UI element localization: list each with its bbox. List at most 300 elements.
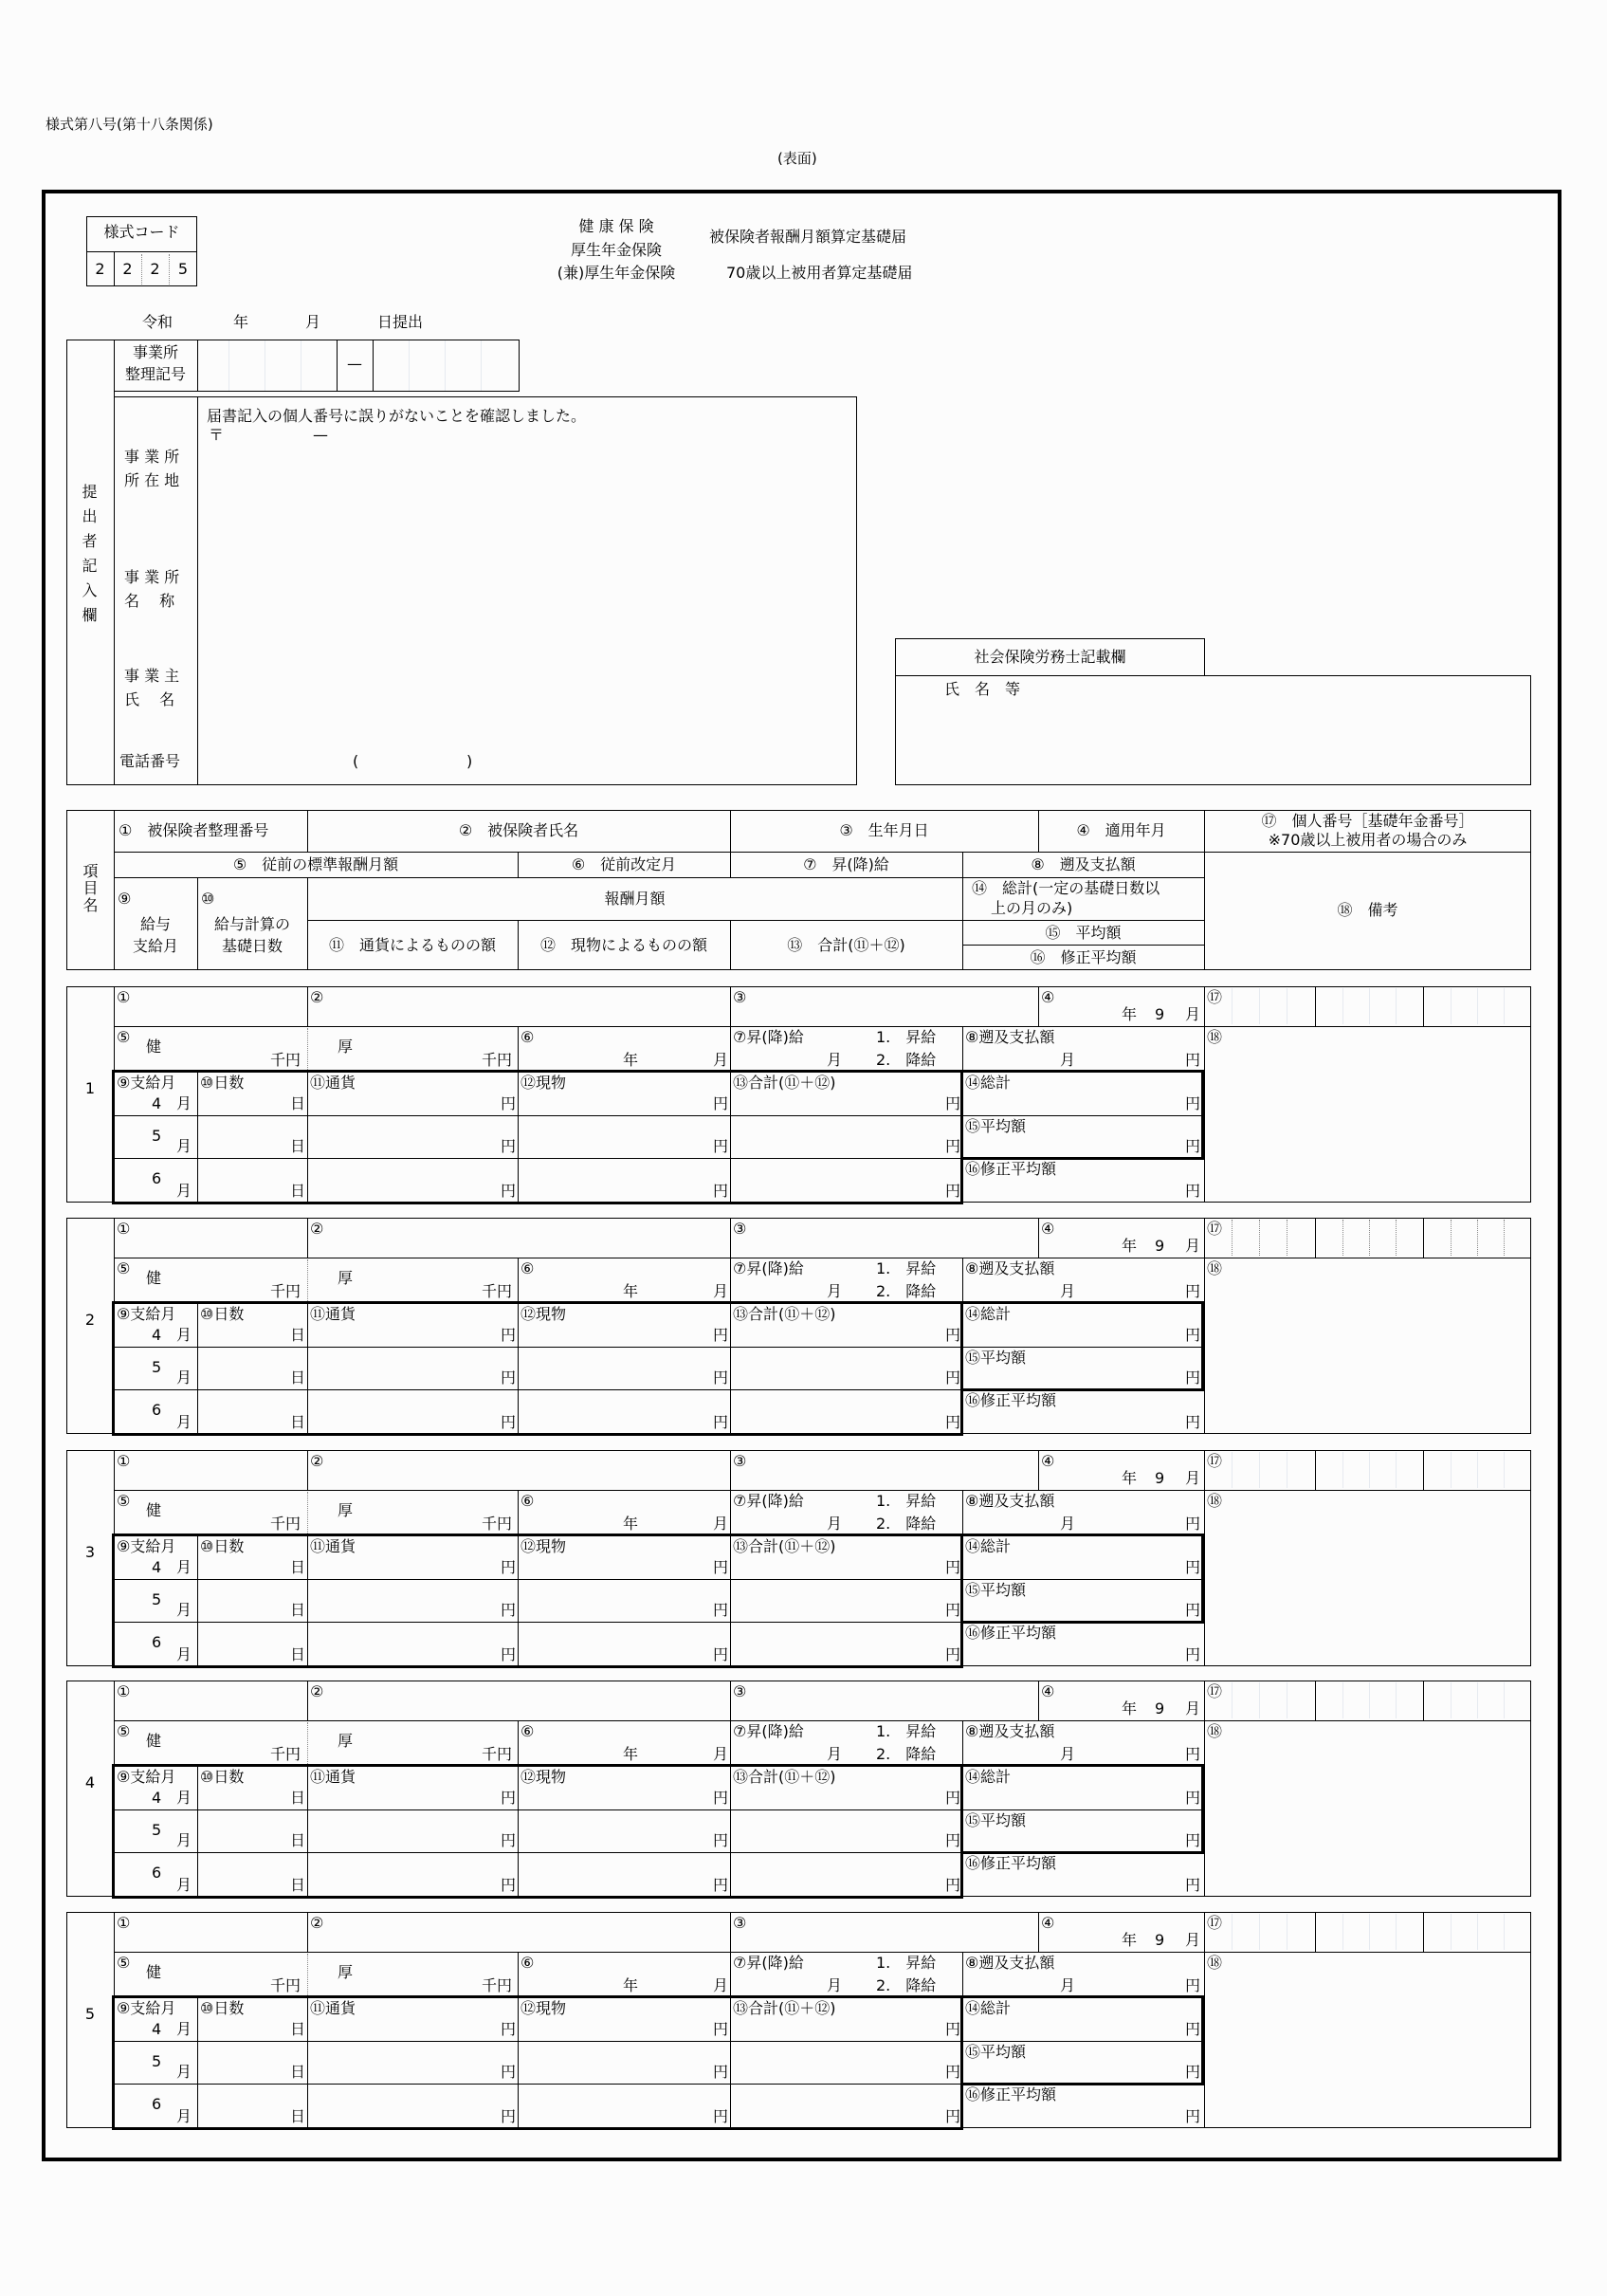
in-kind-amount-input[interactable] [523, 1556, 710, 1577]
raise-option-1: 1. 昇給 [876, 1722, 937, 1740]
in-kind-amount-input[interactable] [523, 1787, 710, 1808]
insured-number-input[interactable] [115, 1219, 306, 1257]
header-insured-number: ① 被保険者整理番号 [119, 821, 269, 839]
pay-month-value: 6 [152, 1633, 162, 1651]
personal-number-marker: ⑰ [1207, 1220, 1223, 1238]
pay-month-marker: ⑨支給月 [117, 1305, 176, 1323]
raise-option-1: 1. 昇給 [876, 1028, 937, 1046]
apply-year-input[interactable] [1052, 1003, 1119, 1024]
apply-month-label: 月 [1185, 1237, 1201, 1255]
sharoushi-name-label: 氏 名 等 [944, 680, 1021, 698]
date-day-field[interactable] [327, 309, 374, 334]
health-standard-pay-input[interactable] [161, 1728, 265, 1764]
pay-month-value: 4 [152, 1558, 162, 1576]
in-kind-amount-input[interactable] [523, 1136, 710, 1157]
header-pay-month-2: 支給月 [132, 937, 178, 955]
month-label: 月 [176, 1645, 192, 1663]
insured-name-input[interactable] [308, 1681, 729, 1719]
remarks-input[interactable] [1205, 1721, 1530, 1896]
in-kind-amount-input[interactable] [523, 2062, 710, 2083]
total-amount-input[interactable] [736, 1556, 942, 1577]
pay-month-value: 4 [152, 1789, 162, 1807]
month-label: 月 [176, 1368, 192, 1387]
apply-month-value: 9 [1155, 1237, 1165, 1255]
health-insurance-label: 健 [146, 1038, 162, 1056]
base-days-input[interactable] [204, 1093, 287, 1113]
in-kind-amount-input[interactable] [523, 2104, 710, 2125]
average-marker: ⑮平均額 [965, 2043, 1027, 2061]
cash-amount-input[interactable] [313, 1136, 498, 1157]
cash-amount-input[interactable] [313, 2104, 498, 2125]
total-amount-input[interactable] [736, 2062, 942, 2083]
apply-month-marker: ④ [1041, 988, 1055, 1006]
revised-average-marker: ⑯修正平均額 [965, 1391, 1057, 1409]
retroactive-marker: ⑧遡及支払額 [965, 1954, 1055, 1972]
grand-total-input[interactable] [967, 1324, 1183, 1345]
header-base-days: 給与計算の [213, 915, 290, 933]
apply-year-input[interactable] [1052, 1929, 1119, 1950]
yen-unit: 円 [501, 1182, 517, 1200]
month-label: 月 [176, 2107, 192, 2125]
total-marker: ⑬合計(⑪＋⑫) [733, 1999, 836, 2017]
header-personal-number-note: ※70歳以上被用者の場合のみ [1268, 831, 1468, 849]
previous-revision-input[interactable] [550, 1265, 711, 1301]
personal-number-input[interactable] [1205, 1681, 1530, 1719]
insured-number-marker: ① [117, 988, 131, 1006]
cash-amount-input[interactable] [313, 1368, 498, 1388]
previous-revision-input[interactable] [550, 1728, 711, 1764]
apply-year-input[interactable] [1052, 1467, 1119, 1488]
insured-name-input[interactable] [308, 987, 729, 1025]
yen-unit: 円 [713, 1094, 729, 1112]
header-personal-number: ⑰ 個人番号［基礎年金番号］ [1261, 812, 1474, 830]
yen-unit: 円 [1185, 1831, 1201, 1849]
header-total: ⑬ 合計(⑪＋⑫) [787, 936, 905, 954]
year-label: 年 [623, 1515, 639, 1533]
yen-unit: 円 [1185, 1645, 1201, 1663]
pension-standard-pay-input[interactable] [356, 1959, 479, 1995]
raise-month-input[interactable] [749, 1741, 825, 1764]
pay-month-value: 4 [152, 1326, 162, 1344]
birthdate-marker: ③ [733, 1220, 747, 1238]
phone-paren-close: ) [466, 752, 473, 770]
cash-amount-input[interactable] [313, 1556, 498, 1577]
in-kind-marker: ⑫現物 [520, 1537, 567, 1555]
birthdate-input[interactable] [731, 987, 1037, 1025]
header-grand-total-2: 上の月のみ) [991, 899, 1073, 917]
date-month-field[interactable] [251, 309, 299, 334]
health-standard-pay-input[interactable] [161, 1034, 265, 1070]
date-year-field[interactable] [185, 309, 232, 334]
in-kind-marker: ⑫現物 [520, 1305, 567, 1323]
yen-unit: 円 [713, 1876, 729, 1894]
base-days-input[interactable] [204, 1556, 287, 1577]
postal-mark: 〒 [209, 426, 225, 444]
apply-year-input[interactable] [1052, 1235, 1119, 1256]
owner-name-input[interactable] [204, 654, 849, 730]
day-unit: 日 [290, 1137, 306, 1155]
total-amount-input[interactable] [736, 1873, 942, 1894]
thousand-yen-unit: 千円 [482, 1051, 513, 1069]
insurance-pension-combined: (兼)厚生年金保険 [557, 264, 676, 282]
personal-number-marker: ⑰ [1207, 1452, 1223, 1470]
average-input[interactable] [967, 1600, 1183, 1621]
birthdate-input[interactable] [731, 1451, 1037, 1489]
base-days-input[interactable] [204, 1643, 287, 1663]
date-month-label: 月 [305, 313, 321, 331]
apply-year-input[interactable] [1052, 1698, 1119, 1718]
cash-amount-input[interactable] [313, 2018, 498, 2039]
health-standard-pay-input[interactable] [161, 1497, 265, 1534]
cash-amount-input[interactable] [313, 1787, 498, 1808]
base-days-input[interactable] [204, 1410, 287, 1431]
grand-total-input[interactable] [967, 1556, 1183, 1577]
in-kind-amount-input[interactable] [523, 1873, 710, 1894]
average-input[interactable] [967, 2062, 1183, 2083]
raise-marker: ⑦昇(降)給 [733, 1954, 804, 1972]
pay-month-value: 6 [152, 1401, 162, 1419]
header-previous-standard: ⑤ 従前の標準報酬月額 [232, 855, 399, 873]
previous-revision-marker: ⑥ [520, 1722, 535, 1740]
average-input[interactable] [967, 1368, 1183, 1388]
base-days-input[interactable] [204, 1873, 287, 1894]
yen-unit: 円 [501, 1601, 517, 1619]
sharoushi-name-input[interactable] [901, 702, 1526, 781]
yen-unit: 円 [1185, 1326, 1201, 1344]
base-days-input[interactable] [204, 1179, 287, 1200]
month-label: 月 [713, 1745, 729, 1763]
postal-code-field-1[interactable] [224, 423, 309, 446]
personal-number-marker: ⑰ [1207, 1682, 1223, 1700]
raise-option-2: 2. 降給 [876, 1745, 937, 1763]
average-input[interactable] [967, 1136, 1183, 1157]
in-kind-amount-input[interactable] [523, 1643, 710, 1663]
pension-standard-pay-input[interactable] [356, 1497, 479, 1534]
yen-unit: 円 [501, 1368, 517, 1387]
in-kind-amount-input[interactable] [523, 1179, 710, 1200]
pay-month-value: 5 [152, 2052, 162, 2070]
insured-name-marker: ② [310, 988, 324, 1006]
health-insurance-label: 健 [146, 1269, 162, 1287]
grand-total-input[interactable] [967, 1787, 1183, 1808]
pension-insurance-label: 厚 [338, 1963, 354, 1981]
retroactive-amount-input[interactable] [1076, 1047, 1180, 1070]
header-birthdate: ③ 生年月日 [839, 821, 929, 839]
cash-amount-input[interactable] [313, 1873, 498, 1894]
code-digit: 5 [177, 260, 189, 278]
base-days-input[interactable] [204, 1368, 287, 1388]
retroactive-amount-input[interactable] [1076, 1973, 1180, 1995]
revised-average-input[interactable] [967, 1410, 1183, 1431]
pension-insurance-label: 厚 [338, 1269, 354, 1287]
month-label: 月 [827, 1051, 843, 1069]
cash-marker: ⑪通貨 [310, 1537, 356, 1555]
pension-standard-pay-input[interactable] [356, 1728, 479, 1764]
previous-revision-input[interactable] [550, 1959, 711, 1995]
base-days-input[interactable] [204, 1787, 287, 1808]
yen-unit: 円 [713, 1558, 729, 1576]
cash-amount-input[interactable] [313, 1410, 498, 1431]
yen-unit: 円 [945, 1182, 961, 1200]
personal-number-input[interactable] [1205, 987, 1530, 1025]
in-kind-marker: ⑫現物 [520, 1074, 567, 1092]
thousand-yen-unit: 千円 [482, 1976, 513, 1994]
yen-unit: 円 [1185, 1051, 1201, 1069]
day-unit: 日 [290, 1094, 306, 1112]
personal-number-input[interactable] [1205, 1913, 1530, 1951]
remarks-marker: ⑱ [1207, 1954, 1223, 1972]
raise-month-input[interactable] [749, 1511, 825, 1534]
remarks-input[interactable] [1205, 1491, 1530, 1665]
base-days-input[interactable] [204, 2062, 287, 2083]
health-standard-pay-input[interactable] [161, 1265, 265, 1301]
insurance-pension: 厚生年金保険 [570, 241, 662, 259]
in-kind-amount-input[interactable] [523, 2018, 710, 2039]
total-amount-input[interactable] [736, 1368, 942, 1388]
average-marker: ⑮平均額 [965, 1349, 1027, 1367]
office-name-input[interactable] [204, 555, 849, 631]
yen-unit: 円 [1185, 1413, 1201, 1431]
pension-standard-pay-input[interactable] [356, 1265, 479, 1301]
header-pay-amount: 報酬月額 [604, 890, 666, 908]
base-days-input[interactable] [204, 1830, 287, 1851]
pay-month-marker: ⑨支給月 [117, 1999, 176, 2017]
average-input[interactable] [967, 1830, 1183, 1851]
grand-total-marker: ⑭総計 [965, 1537, 1012, 1555]
apply-month-label: 月 [1185, 1931, 1201, 1949]
remarks-input[interactable] [1205, 1953, 1530, 2127]
yen-unit: 円 [501, 1831, 517, 1849]
pay-month-marker: ⑨支給月 [117, 1074, 176, 1092]
yen-unit: 円 [1185, 1515, 1201, 1533]
remarks-input[interactable] [1205, 1258, 1530, 1433]
cash-amount-input[interactable] [313, 1643, 498, 1663]
base-days-input[interactable] [204, 1324, 287, 1345]
revised-average-input[interactable] [967, 1643, 1183, 1663]
personal-number-input[interactable] [1205, 1451, 1530, 1489]
raise-month-input[interactable] [749, 1047, 825, 1070]
apply-month-label: 月 [1185, 1699, 1201, 1717]
date-era: 令和 [142, 313, 173, 331]
base-days-marker: ⑩日数 [200, 1999, 245, 2017]
raise-marker: ⑦昇(降)給 [733, 1722, 804, 1740]
yen-unit: 円 [1185, 1094, 1201, 1112]
yen-unit: 円 [945, 1094, 961, 1112]
previous-revision-input[interactable] [550, 1034, 711, 1070]
code-digit: 2 [95, 260, 105, 278]
insured-name-input[interactable] [308, 1913, 729, 1951]
remarks-marker: ⑱ [1207, 1028, 1223, 1046]
thousand-yen-unit: 千円 [270, 1282, 301, 1300]
yen-unit: 円 [501, 1094, 517, 1112]
raise-option-1: 1. 昇給 [876, 1954, 937, 1972]
header-pay-month-num: ⑨ [118, 890, 132, 908]
revised-average-input[interactable] [967, 2104, 1183, 2125]
yen-unit: 円 [1185, 1601, 1201, 1619]
insured-number-input[interactable] [115, 1913, 306, 1951]
previous-revision-input[interactable] [550, 1497, 711, 1534]
in-kind-amount-input[interactable] [523, 1093, 710, 1113]
remarks-input[interactable] [1205, 1027, 1530, 1202]
personal-number-marker: ⑰ [1207, 1914, 1223, 1932]
yen-unit: 円 [945, 1137, 961, 1155]
header-remarks: ⑱ 備考 [1337, 901, 1398, 919]
in-kind-amount-input[interactable] [523, 1600, 710, 1621]
insured-number-input[interactable] [115, 1451, 306, 1489]
phone-label: 電話番号 [119, 752, 181, 770]
month-label: 月 [713, 1282, 729, 1300]
yen-unit: 円 [945, 1645, 961, 1663]
total-amount-input[interactable] [736, 1643, 942, 1663]
yen-unit: 円 [1185, 1182, 1201, 1200]
cash-amount-input[interactable] [313, 1179, 498, 1200]
total-amount-input[interactable] [736, 1179, 942, 1200]
raise-option-2: 2. 降給 [876, 1051, 937, 1069]
total-amount-input[interactable] [736, 1600, 942, 1621]
total-amount-input[interactable] [736, 1136, 942, 1157]
yen-unit: 円 [501, 1789, 517, 1807]
cash-amount-input[interactable] [313, 2062, 498, 2083]
entry-number: 2 [84, 1311, 96, 1329]
total-amount-input[interactable] [736, 1410, 942, 1431]
month-label: 月 [176, 1182, 192, 1200]
yen-unit: 円 [945, 1558, 961, 1576]
pay-month-value: 5 [152, 1127, 162, 1145]
month-label: 月 [1060, 1515, 1076, 1533]
month-label: 月 [827, 1745, 843, 1763]
day-unit: 日 [290, 1182, 306, 1200]
insured-name-marker: ② [310, 1452, 324, 1470]
month-label: 月 [176, 1137, 192, 1155]
retroactive-marker: ⑧遡及支払額 [965, 1492, 1055, 1510]
yen-unit: 円 [713, 1601, 729, 1619]
raise-marker: ⑦昇(降)給 [733, 1028, 804, 1046]
retroactive-amount-input[interactable] [1076, 1511, 1180, 1534]
cash-amount-input[interactable] [313, 1600, 498, 1621]
cash-amount-input[interactable] [313, 1830, 498, 1851]
cash-marker: ⑪通貨 [310, 1999, 356, 2017]
in-kind-amount-input[interactable] [523, 1830, 710, 1851]
in-kind-amount-input[interactable] [523, 1410, 710, 1431]
insured-number-marker: ① [117, 1220, 131, 1238]
code-digit: 2 [122, 260, 133, 278]
owner-name-label-2: 氏 名 [124, 690, 175, 708]
raise-month-input[interactable] [749, 1973, 825, 1995]
health-standard-pay-input[interactable] [161, 1959, 265, 1995]
base-days-input[interactable] [204, 2104, 287, 2125]
base-days-input[interactable] [204, 2018, 287, 2039]
retroactive-amount-input[interactable] [1076, 1278, 1180, 1301]
in-kind-amount-input[interactable] [523, 1368, 710, 1388]
birthdate-input[interactable] [731, 1219, 1037, 1257]
year-label: 年 [623, 1745, 639, 1763]
yen-unit: 円 [1185, 1876, 1201, 1894]
raise-month-input[interactable] [749, 1278, 825, 1301]
pension-standard-pay-input[interactable] [356, 1034, 479, 1070]
cash-marker: ⑪通貨 [310, 1305, 356, 1323]
previous-revision-marker: ⑥ [520, 1954, 535, 1972]
day-unit: 日 [290, 1831, 306, 1849]
total-amount-input[interactable] [736, 2018, 942, 2039]
retroactive-amount-input[interactable] [1076, 1741, 1180, 1764]
day-unit: 日 [290, 1876, 306, 1894]
day-unit: 日 [290, 1558, 306, 1576]
yen-unit: 円 [713, 2107, 729, 2125]
yen-unit: 円 [501, 1876, 517, 1894]
total-amount-input[interactable] [736, 1324, 942, 1345]
submitter-section-label: 提出者記入欄 [80, 484, 98, 632]
standard-pay-marker: ⑤ [117, 1492, 131, 1510]
pension-insurance-label: 厚 [338, 1038, 354, 1056]
grand-total-input[interactable] [967, 2018, 1183, 2039]
month-label: 月 [827, 1282, 843, 1300]
day-unit: 日 [290, 2063, 306, 2081]
insured-number-marker: ① [117, 1452, 131, 1470]
phone-paren-open: ( [353, 752, 359, 770]
revised-average-input[interactable] [967, 1873, 1183, 1894]
insured-name-marker: ② [310, 1914, 324, 1932]
form-code-label: 様式コード [103, 223, 180, 241]
base-days-input[interactable] [204, 1600, 287, 1621]
total-amount-input[interactable] [736, 1787, 942, 1808]
month-label: 月 [1060, 1745, 1076, 1763]
month-label: 月 [176, 1789, 192, 1807]
insured-number-input[interactable] [115, 1681, 306, 1719]
office-code-number-input[interactable] [374, 340, 519, 391]
base-days-input[interactable] [204, 1136, 287, 1157]
day-unit: 日 [290, 1601, 306, 1619]
personal-number-input[interactable] [1205, 1219, 1530, 1257]
office-code-label: 事業所 [132, 343, 178, 361]
mynumber-confirmation: 届書記入の個人番号に誤りがないことを確認しました。 [207, 407, 587, 425]
birthdate-input[interactable] [731, 1681, 1037, 1719]
total-amount-input[interactable] [736, 1830, 942, 1851]
yen-unit: 円 [501, 1558, 517, 1576]
cash-amount-input[interactable] [313, 1324, 498, 1345]
year-label: 年 [623, 1051, 639, 1069]
insured-number-input[interactable] [115, 987, 306, 1025]
sharoushi-title: 社会保険労務士記載欄 [974, 648, 1126, 666]
postal-code-field-2[interactable] [332, 423, 427, 446]
health-insurance-label: 健 [146, 1732, 162, 1750]
phone-input[interactable] [204, 744, 849, 779]
owner-name-label: 事 業 主 [124, 667, 180, 685]
birthdate-input[interactable] [731, 1913, 1037, 1951]
revised-average-input[interactable] [967, 1179, 1183, 1200]
header-average: ⑮ 平均額 [1045, 924, 1122, 942]
insured-name-input[interactable] [308, 1219, 729, 1257]
total-marker: ⑬合計(⑪＋⑫) [733, 1305, 836, 1323]
header-cash: ⑪ 通貨によるものの額 [328, 936, 496, 954]
grand-total-input[interactable] [967, 1093, 1183, 1113]
in-kind-amount-input[interactable] [523, 1324, 710, 1345]
previous-revision-marker: ⑥ [520, 1259, 535, 1277]
day-unit: 日 [290, 1413, 306, 1431]
total-amount-input[interactable] [736, 1093, 942, 1113]
office-address-input[interactable] [204, 448, 849, 542]
birthdate-marker: ③ [733, 1682, 747, 1700]
cash-amount-input[interactable] [313, 1093, 498, 1113]
yen-unit: 円 [945, 1601, 961, 1619]
total-amount-input[interactable] [736, 2104, 942, 2125]
insured-name-input[interactable] [308, 1451, 729, 1489]
office-code-prefix-input[interactable] [198, 340, 336, 391]
header-base-days-2: 基礎日数 [221, 937, 283, 955]
day-unit: 日 [290, 1645, 306, 1663]
month-label: 月 [176, 1876, 192, 1894]
pay-month-value: 4 [152, 2020, 162, 2038]
thousand-yen-unit: 千円 [482, 1515, 513, 1533]
